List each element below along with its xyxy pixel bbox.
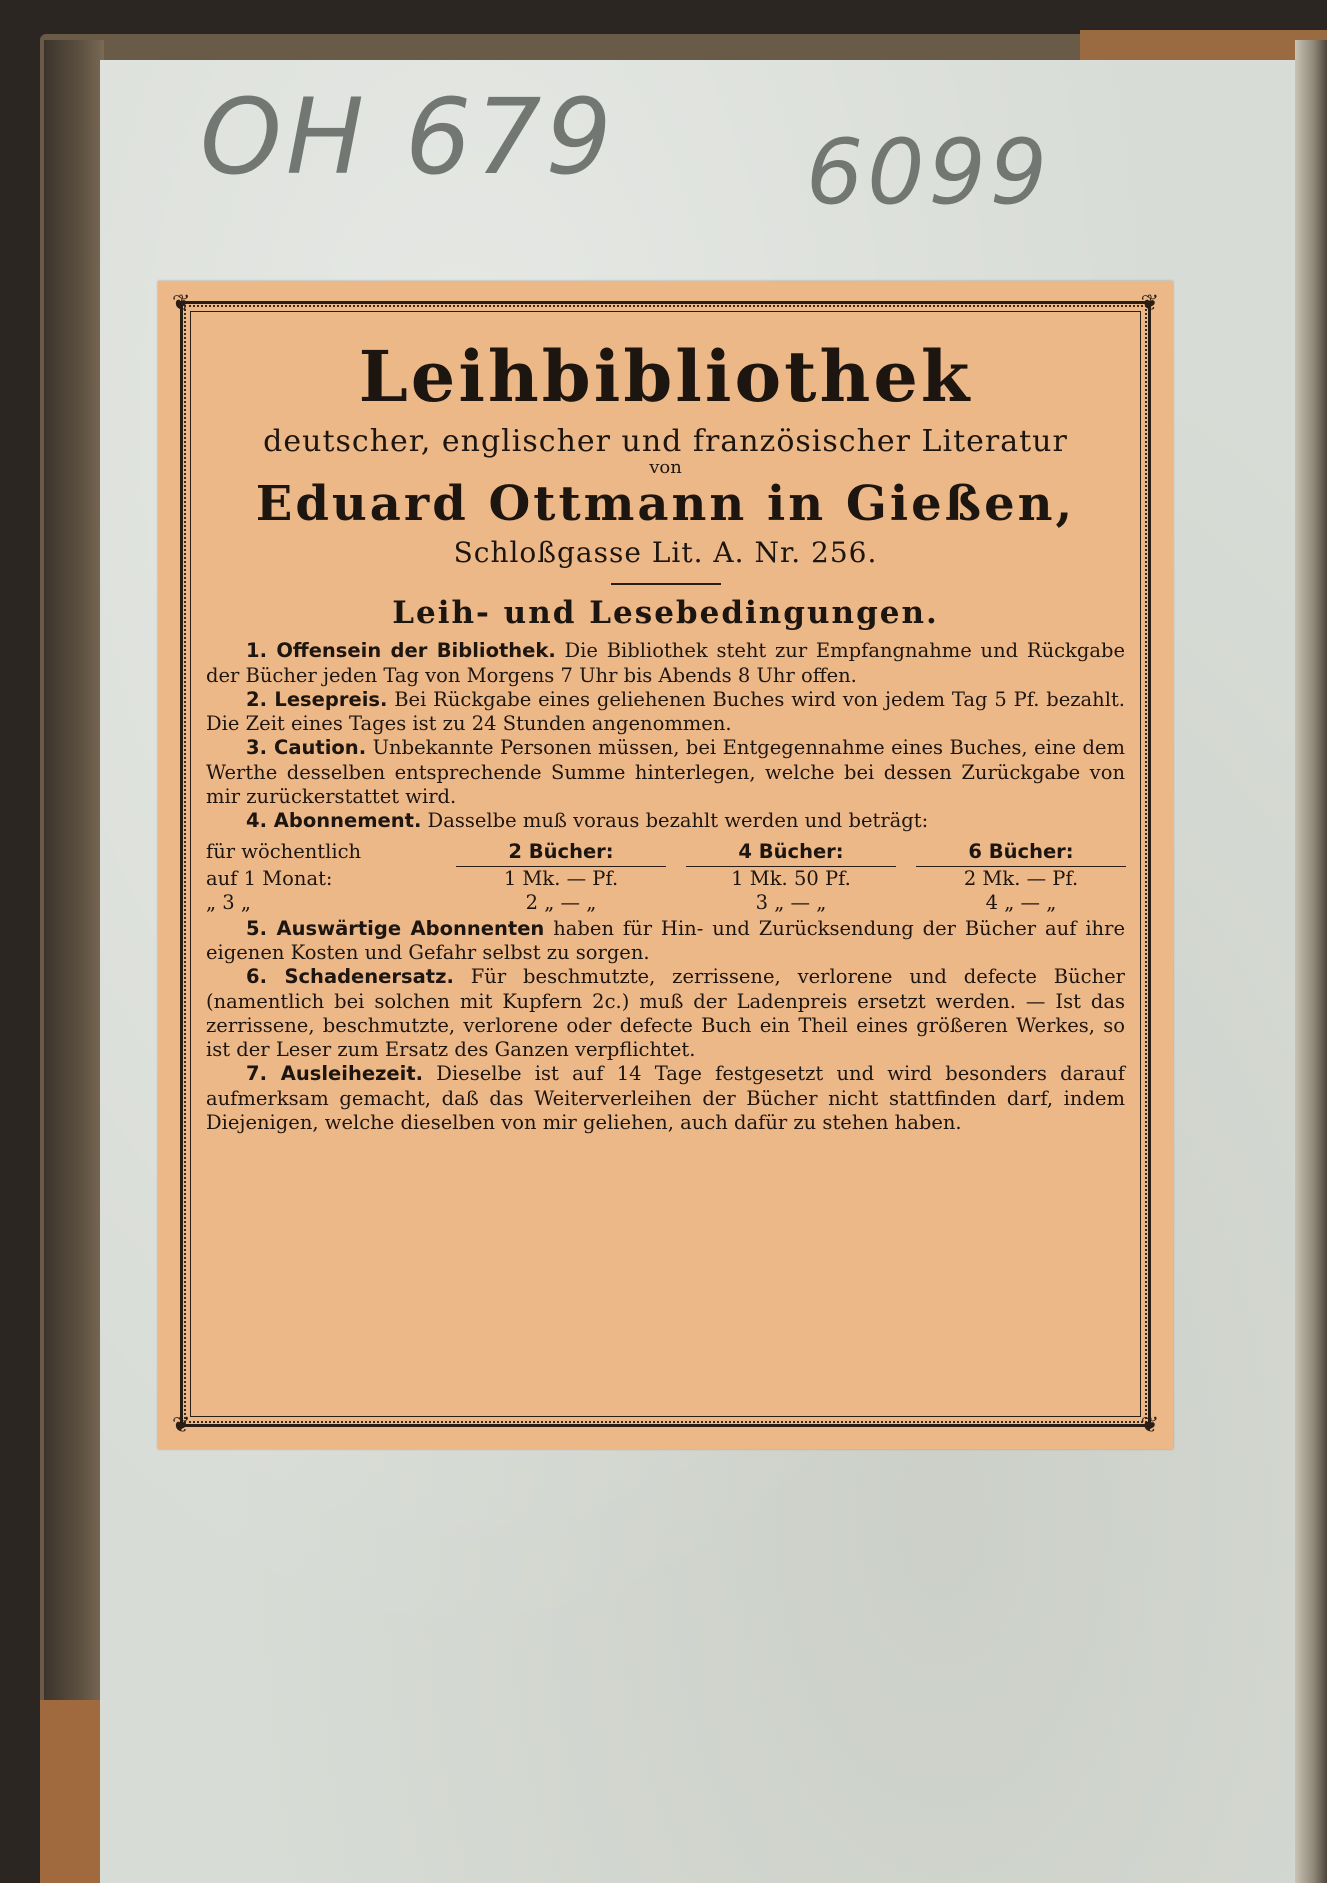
fee-cell: 4 „ — „ <box>985 890 1057 914</box>
condition-text: Dieselbe ist auf 14 Tage festgesetzt und wird besonders darauf aufmerksam gemacht, daß das Weiterverleihen der Bücher nicht stattfinden darf, indem Diejenigen, welche dieselben von mir geliehen, auch dafür zu stehen haben. <box>206 1062 1125 1135</box>
divider-rule <box>611 583 721 585</box>
fee-column-header: 4 Bücher: <box>686 840 896 867</box>
fee-cell: 1 Mk. — Pf. <box>503 866 619 890</box>
condition-text: Dasselbe muß voraus bezahlt werden und beträgt: <box>421 809 929 833</box>
condition-text: Die Bibliothek steht zur Empfangnahme und Rückgabe der Bücher jeden Tag von Morgens 7 Uhr bis Abends 8 Uhr offen. <box>206 639 1125 687</box>
book-spine <box>44 40 104 1880</box>
fee-cell: 2 Mk. — Pf. <box>963 866 1079 890</box>
condition-title: 6. Schadenersatz. <box>246 965 454 989</box>
condition-item <box>206 965 1125 1062</box>
condition-item <box>206 809 1125 833</box>
condition-text: haben für Hin- und Zurücksendung der Bücher auf ihre eigenen Kosten und Gefahr selbst zu sorgen. <box>206 916 1125 964</box>
fee-column-header: 6 Bücher: <box>916 840 1126 867</box>
condition-item <box>206 736 1125 809</box>
label-content <box>206 337 1125 1135</box>
label-title: Leihbibliothek <box>358 335 973 418</box>
corner-ornament-icon: ❦ <box>172 291 191 316</box>
condition-item <box>206 688 1125 737</box>
fee-cell: 2 „ — „ <box>525 890 597 914</box>
shelfmark-handwritten: OH 679 <box>200 76 616 198</box>
condition-text: Für beschmutzte, zerrissene, verlorene und defecte Bücher (namentlich bei solchen mit Kupfern 2c.) muß der Ladenpreis ersetzt werden. — Ist das zerrissene, beschmutzte, verlorene oder defecte Buch ein Theil eines größeren Werkes, so ist der Leser zum Ersatz des Ganzen verpflichtet. <box>206 965 1125 1062</box>
condition-item <box>206 639 1125 688</box>
corner-ornament-icon: ❦ <box>1140 291 1159 316</box>
condition-title: 5. Auswärtige Abonnenten <box>246 916 545 940</box>
condition-title: 2. Lesepreis. <box>246 687 388 711</box>
fee-column-header: 2 Bücher: <box>456 840 666 867</box>
conditions-heading: Leih- und Lesebedingungen. <box>392 595 939 632</box>
label-von: von <box>649 456 682 478</box>
condition-item <box>206 1062 1125 1135</box>
fee-cell: 3 „ — „ <box>755 890 827 914</box>
condition-item <box>206 917 1125 966</box>
fee-table-head-label: für wöchentlich <box>206 839 362 863</box>
condition-text: Unbekannte Personen müssen, bei Entgegennahme eines Buches, eine dem Werthe desselben entsprechende Summe hinterlegen, welche bei dessen Zurückgabe von mir zurückerstattet wird. <box>206 736 1126 809</box>
library-label <box>158 281 1173 1449</box>
fee-row-label: „ 3 „ <box>206 890 252 914</box>
condition-text: Bei Rückgabe eines geliehenen Buches wird von jedem Tag 5 Pf. bezahlt. Die Zeit eines Tages ist zu 24 Stunden angenommen. <box>206 687 1125 736</box>
condition-title: 3. Caution. <box>246 736 367 760</box>
condition-title: 7. Ausleihezeit. <box>246 1062 424 1086</box>
condition-title: 1. Offensein der Bibliothek. <box>246 639 556 663</box>
condition-title: 4. Abonnement. <box>246 809 422 833</box>
accession-number-handwritten: 6099 <box>806 120 1052 225</box>
conditions-list <box>206 639 1125 1135</box>
page-gutter <box>1295 40 1327 1883</box>
label-subtitle: deutscher, englischer und französischer Literatur <box>263 423 1068 459</box>
corner-ornament-icon: ❦ <box>172 1413 191 1438</box>
fee-cell: 1 Mk. 50 Pf. <box>731 866 851 890</box>
fee-row-label: auf 1 Monat: <box>206 866 333 890</box>
label-address: Schloßgasse Lit. A. Nr. 256. <box>453 536 878 570</box>
fee-table <box>206 840 1125 915</box>
corner-ornament-icon: ❦ <box>1140 1413 1159 1438</box>
label-owner: Eduard Ottmann in Gießen, <box>255 475 1076 532</box>
